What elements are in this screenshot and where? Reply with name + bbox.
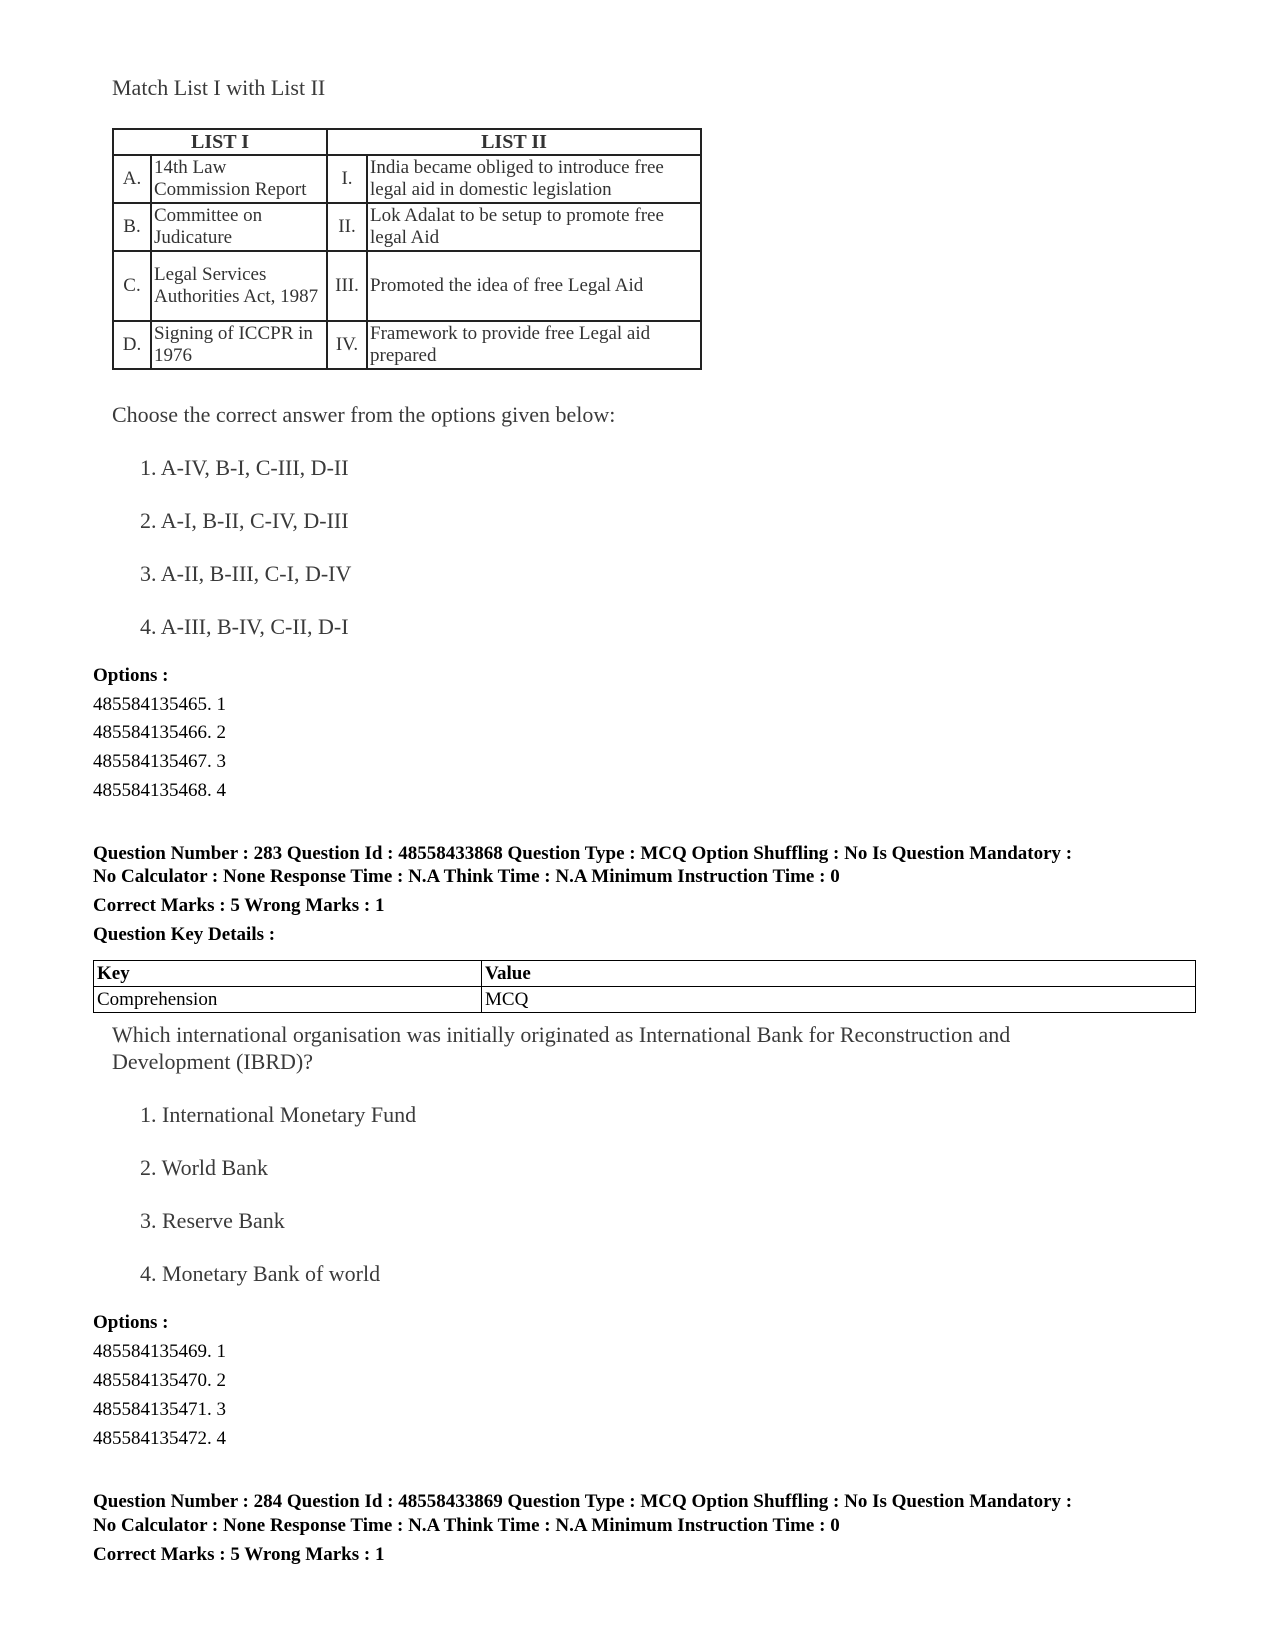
row-label: III. <box>327 251 367 321</box>
row-label: A. <box>113 155 151 203</box>
answer-choice: 4. A-III, B-IV, C-II, D-I <box>140 614 349 639</box>
list2-cell: Lok Adalat to be setup to promote free legal Aid <box>367 203 701 251</box>
options-label: Options : <box>93 1312 169 1333</box>
row-label: B. <box>113 203 151 251</box>
table-row <box>113 321 701 369</box>
list2-header: LIST II <box>327 129 701 155</box>
answer-choice: 1. International Monetary Fund <box>140 1102 417 1127</box>
list2-cell: Promoted the idea of free Legal Aid <box>367 251 701 321</box>
table-row <box>113 155 701 203</box>
key-details-table <box>93 960 1196 1013</box>
key-header: Key <box>94 961 482 987</box>
answer-choice: 2. A-I, B-II, C-IV, D-III <box>140 508 349 533</box>
answer-choice: 3. Reserve Bank <box>140 1208 285 1233</box>
row-label: IV. <box>327 321 367 369</box>
question-marks: Correct Marks : 5 Wrong Marks : 1 <box>93 895 385 916</box>
question-meta: Question Number : 284 Question Id : 48558433869 Question Type : MCQ Option Shuffling : No Is Question Mandatory : <box>93 1491 1073 1512</box>
option-id: 485584135471. 3 <box>93 1399 226 1420</box>
answer-choice: 4. Monetary Bank of world <box>140 1261 381 1286</box>
question-text: Which international organisation was initially originated as International Bank for Reconstruction and <box>112 1022 1011 1047</box>
list1-header: LIST I <box>113 129 327 155</box>
question-marks: Correct Marks : 5 Wrong Marks : 1 <box>93 1544 385 1565</box>
option-id: 485584135469. 1 <box>93 1341 226 1362</box>
option-id: 485584135470. 2 <box>93 1370 226 1391</box>
list2-cell: Framework to provide free Legal aid prepared <box>367 321 701 369</box>
question-meta: No Calculator : None Response Time : N.A Think Time : N.A Minimum Instruction Time : 0 <box>93 1515 840 1536</box>
table-row <box>94 987 1196 1013</box>
table-row <box>113 251 701 321</box>
answer-choice: 2. World Bank <box>140 1155 268 1180</box>
option-id: 485584135465. 1 <box>93 694 226 715</box>
option-id: 485584135467. 3 <box>93 751 226 772</box>
row-label: I. <box>327 155 367 203</box>
row-label: D. <box>113 321 151 369</box>
table-row <box>94 961 1196 987</box>
list2-cell: India became obliged to introduce free legal aid in domestic legislation <box>367 155 701 203</box>
list1-cell: Committee on Judicature <box>151 203 327 251</box>
list1-cell: 14th Law Commission Report <box>151 155 327 203</box>
choose-instruction: Choose the correct answer from the options given below: <box>112 402 616 427</box>
question-meta: No Calculator : None Response Time : N.A Think Time : N.A Minimum Instruction Time : 0 <box>93 866 840 887</box>
question-meta: Question Number : 283 Question Id : 48558433868 Question Type : MCQ Option Shuffling : No Is Question Mandatory : <box>93 843 1073 864</box>
key-cell: Comprehension <box>94 987 482 1013</box>
value-header: Value <box>482 961 1196 987</box>
table-row <box>113 203 701 251</box>
answer-choice: 1. A-IV, B-I, C-III, D-II <box>140 455 349 480</box>
key-details-label: Question Key Details : <box>93 924 276 945</box>
match-table <box>112 128 702 370</box>
option-id: 485584135468. 4 <box>93 780 226 801</box>
row-label: II. <box>327 203 367 251</box>
list1-cell: Legal Services Authorities Act, 1987 <box>151 251 327 321</box>
question-text: Development (IBRD)? <box>112 1049 313 1074</box>
value-cell: MCQ <box>482 987 1196 1013</box>
option-id: 485584135472. 4 <box>93 1428 226 1449</box>
list1-cell: Signing of ICCPR in 1976 <box>151 321 327 369</box>
options-label: Options : <box>93 665 169 686</box>
option-id: 485584135466. 2 <box>93 722 226 743</box>
match-intro: Match List I with List II <box>112 75 326 100</box>
row-label: C. <box>113 251 151 321</box>
answer-choice: 3. A-II, B-III, C-I, D-IV <box>140 561 352 586</box>
